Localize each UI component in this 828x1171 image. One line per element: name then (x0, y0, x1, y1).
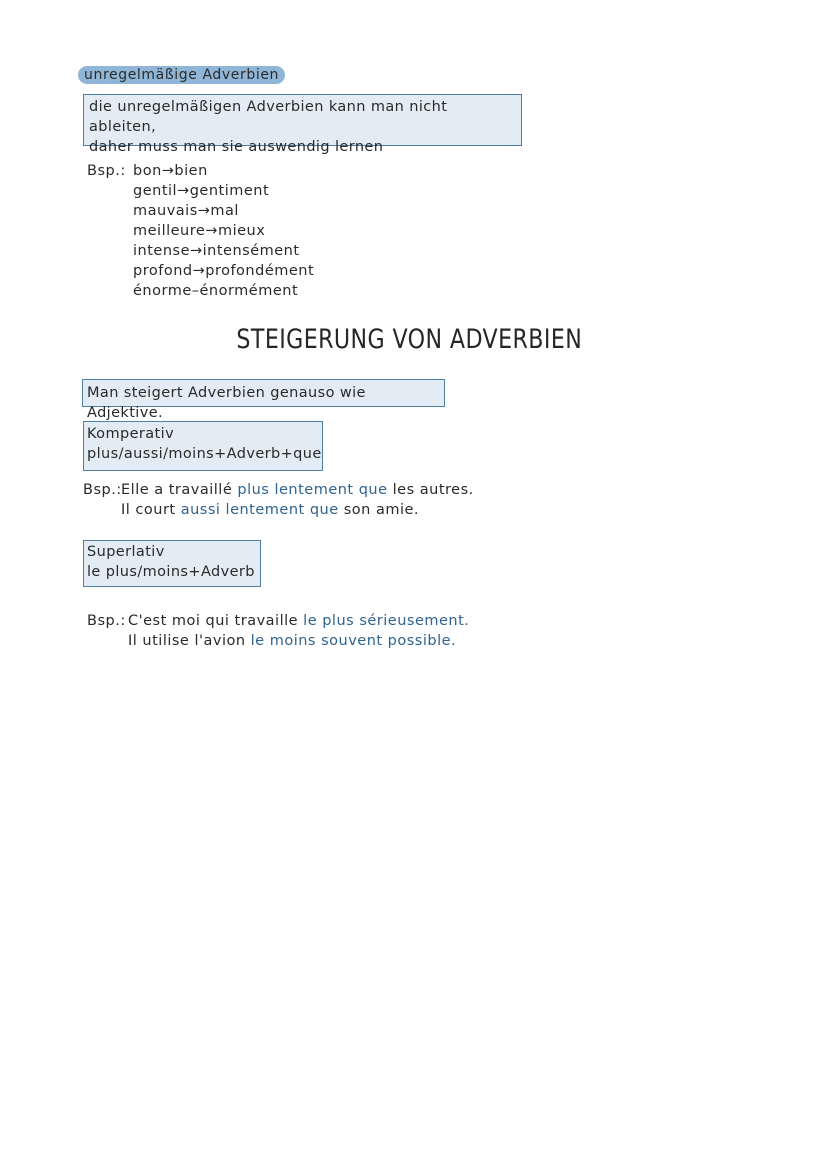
example-text: Elle a travaillé (121, 482, 238, 498)
komparativ-example-2 (121, 500, 419, 520)
examples-label: Bsp.: (87, 613, 126, 629)
irregular-examples-list (133, 161, 314, 301)
superlativ-title: Superlativ (87, 544, 165, 560)
list-item: profond→profondément (133, 263, 315, 279)
komparativ-box (83, 421, 323, 471)
list-item: mauvais→mal (133, 203, 239, 219)
examples-label: Bsp.: (87, 163, 126, 179)
superlativ-example-1 (128, 611, 469, 631)
example-highlight: plus lentement que (237, 482, 388, 498)
heading-highlight: unregelmäßige Adverbien (78, 66, 285, 84)
note-line-2: daher muss man sie auswendig lernen (89, 139, 384, 155)
komparativ-example-1 (121, 480, 474, 500)
example-text: Il court (121, 502, 181, 518)
komparativ-title: Komperativ (87, 426, 175, 442)
irregular-adverbs-note-box (83, 94, 522, 155)
intro-box: Man steigert Adverbien genauso wie Adjektive. (82, 379, 445, 407)
example-highlight: le plus sérieusement. (303, 613, 470, 629)
examples-label: Bsp.: (83, 482, 122, 498)
superlativ-rule: le plus/moins+Adverb (87, 564, 255, 580)
example-text: C'est moi qui travaille (128, 613, 304, 629)
list-item: meilleure→mieux (133, 223, 266, 239)
example-text: les autres. (387, 482, 474, 498)
list-item: intense→intensément (133, 243, 300, 259)
list-item: bon→bien (133, 163, 208, 179)
list-item: gentil→gentiment (133, 183, 270, 199)
note-line-1: die unregelmäßigen Adverbien kann man nicht ableiten, (89, 99, 448, 135)
example-highlight: le moins souvent possible. (250, 633, 457, 649)
superlativ-example-2 (128, 631, 456, 651)
example-highlight: aussi lentement que (180, 502, 339, 518)
superlativ-box (83, 540, 261, 587)
komparativ-rule: plus/aussi/moins+Adverb+que (87, 446, 322, 462)
example-text: son amie. (338, 502, 420, 518)
example-text: Il utilise l'avion (128, 633, 251, 649)
list-item: énorme–énormément (133, 283, 299, 299)
section-title: STEIGERUNG VON ADVERBIEN (236, 324, 583, 355)
